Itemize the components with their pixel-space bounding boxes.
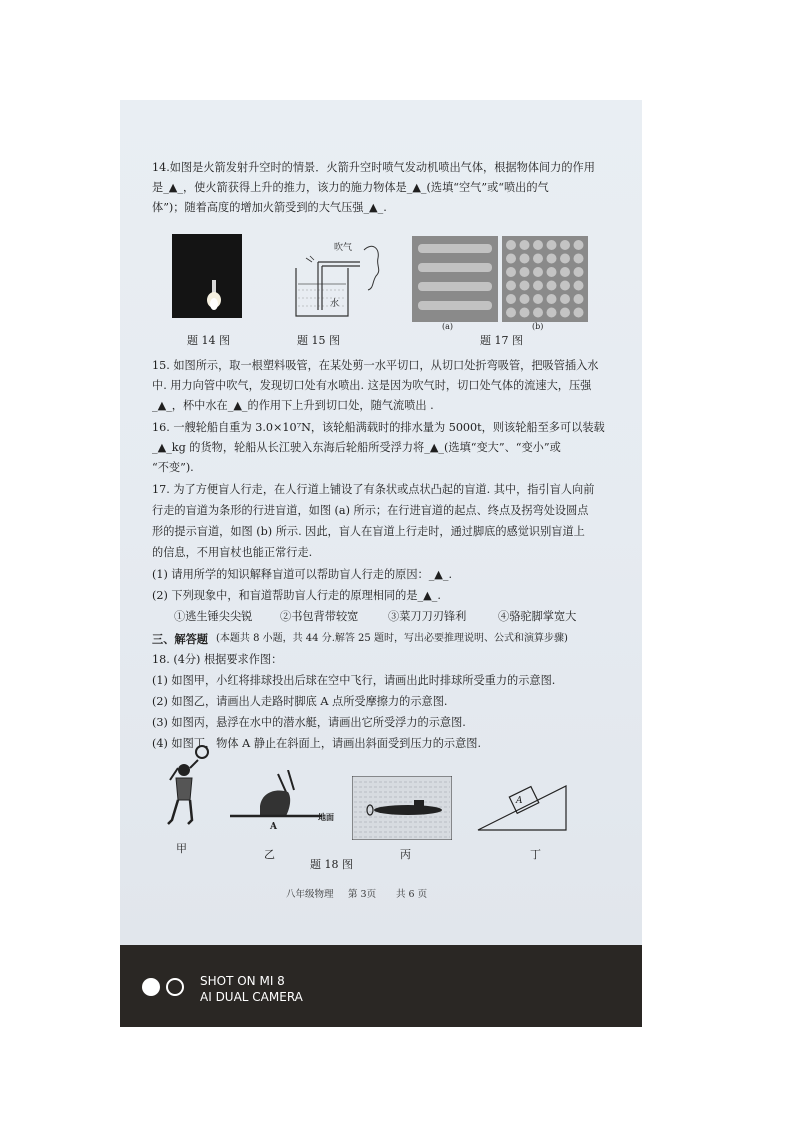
submarine-figure bbox=[352, 776, 452, 840]
exam-paper bbox=[120, 100, 642, 945]
paving-dot bbox=[560, 240, 570, 250]
paving-dot bbox=[574, 240, 584, 250]
paving-dot bbox=[506, 254, 516, 264]
camera-line-2: AI DUAL CAMERA bbox=[200, 990, 303, 1004]
paving-dot bbox=[574, 267, 584, 277]
paving-dot bbox=[574, 254, 584, 264]
block-a-label: A bbox=[516, 796, 523, 806]
footer-total: 共 6 页 bbox=[396, 889, 428, 900]
paving-dot bbox=[506, 267, 516, 277]
fig18-label-yi: 乙 bbox=[264, 848, 275, 861]
paving-dot bbox=[520, 308, 530, 318]
section3-heading: 三、解答题 bbox=[152, 632, 208, 646]
q17-option-3: ③菜刀刀刃锋利 bbox=[388, 610, 467, 623]
q18-item-3: (3) 如图丙，悬浮在水中的潜水艇，请画出它所受浮力的示意图. bbox=[152, 716, 466, 729]
photo-frame bbox=[120, 100, 642, 1027]
paving-dot bbox=[520, 294, 530, 304]
volleyball-player-icon bbox=[160, 744, 216, 830]
q17-option-4: ④骆驼脚掌宽大 bbox=[498, 610, 577, 623]
tactile-paving-strip bbox=[412, 236, 498, 322]
q17-option-2: ②书包背带较宽 bbox=[280, 610, 359, 623]
fig18-label-bing: 丙 bbox=[400, 848, 411, 861]
paving-dot bbox=[533, 267, 543, 277]
tactile-paving-dots bbox=[502, 236, 588, 322]
footer-subject: 八年级物理 bbox=[286, 889, 334, 900]
paving-dot bbox=[560, 281, 570, 291]
paving-dot bbox=[533, 254, 543, 264]
q18-item-4: (4) 如图丁，物体 A 静止在斜面上，请画出斜面受到压力的示意图. bbox=[152, 737, 482, 750]
fig15-label-water: 水 bbox=[330, 299, 340, 309]
paving-dot bbox=[560, 254, 570, 264]
q18-item-2: (2) 如图乙，请画出人走路时脚底 A 点所受摩擦力的示意图. bbox=[152, 695, 448, 708]
rocket-launch-photo bbox=[172, 234, 242, 318]
q18-item-1: (1) 如图甲，小红将排球投出后球在空中飞行，请画出此时排球所受重力的示意图. bbox=[152, 674, 556, 687]
paving-dot bbox=[560, 267, 570, 277]
paving-dot bbox=[547, 308, 557, 318]
paving-dot bbox=[533, 294, 543, 304]
q15-line-3: _▲_，杯中水在_▲_的作用下上升到切口处，随气流喷出 . bbox=[152, 399, 434, 412]
q16-line-2: _▲_kg 的货物，轮船从长江驶入东海后轮船所受浮力将_▲_(选填“变大”、“变小”或 bbox=[152, 441, 561, 454]
fig18-caption: 题 18 图 bbox=[310, 858, 353, 871]
q17-line-2: 行走的盲道为条形的行进盲道，如图 (a) 所示；在行进盲道的起点、终点及拐弯处设圆点 bbox=[152, 504, 589, 517]
q16-line-3: “不变”). bbox=[152, 461, 194, 474]
paving-dot bbox=[520, 281, 530, 291]
paving-dot bbox=[574, 294, 584, 304]
q17-line-1: 17. 为了方便盲人行走，在人行道上铺设了有条状或点状凸起的盲道. 其中，指引盲人向前 bbox=[152, 483, 595, 496]
paving-dot bbox=[560, 294, 570, 304]
footer-page: 第 3页 bbox=[348, 889, 377, 900]
q17-option-1: ①逃生锤尖尖锐 bbox=[174, 610, 253, 623]
paving-dot bbox=[506, 281, 516, 291]
q14-line-3: 体”)；随着高度的增加火箭受到的大气压强_▲_. bbox=[152, 201, 387, 214]
q16-line-1: 16. 一艘轮船自重为 3.0×10⁷N，该轮船满载时的排水量为 5000t，则该轮船至多可以装载 bbox=[152, 421, 605, 434]
q18-title: 18. (4分) 根据要求作图： bbox=[152, 653, 283, 666]
q17-sub1: (1) 请用所学的知识解释盲道可以帮助盲人行走的原因：_▲_. bbox=[152, 568, 453, 581]
strip-paving-icon bbox=[412, 236, 498, 322]
fig17-label-a: (a) bbox=[442, 322, 454, 331]
q15-line-2: 中. 用力向管中吹气，发现切口处有水喷出. 这是因为吹气时，切口处气体的流速大，压强 bbox=[152, 379, 592, 392]
paving-dot bbox=[533, 240, 543, 250]
q17-line-3: 形的提示盲道，如图 (b) 所示. 因此，盲人在盲道上行走时，通过脚底的感觉识别盲道上 bbox=[152, 525, 585, 538]
camera-dot-ring-icon bbox=[166, 978, 184, 996]
paving-dot bbox=[574, 281, 584, 291]
fig17-label-b: (b) bbox=[532, 322, 544, 331]
q14-line-1: 14.如图是火箭发射升空时的情景．火箭升空时喷气发动机喷出气体，根据物体间力的作用 bbox=[152, 161, 595, 174]
camera-line-1: SHOT ON MI 8 bbox=[200, 974, 285, 988]
paving-dot bbox=[547, 294, 557, 304]
paving-dot bbox=[547, 267, 557, 277]
paving-dot bbox=[533, 281, 543, 291]
q15-line-1: 15. 如图所示，取一根塑料吸管，在某处剪一水平切口，从切口处折弯吸管，把吸管插入水 bbox=[152, 359, 599, 372]
camera-dot-filled-icon bbox=[142, 978, 160, 996]
point-a-label: A bbox=[270, 822, 277, 832]
ground-label: 地面 bbox=[318, 812, 334, 822]
paving-dot bbox=[520, 254, 530, 264]
paving-dot bbox=[560, 308, 570, 318]
dot-paving-icon bbox=[502, 236, 588, 322]
paving-dot bbox=[520, 267, 530, 277]
fig17-caption: 题 17 图 bbox=[480, 334, 523, 347]
fig15-caption: 题 15 图 bbox=[297, 334, 340, 347]
rocket-icon bbox=[172, 234, 242, 318]
q14-line-2: 是_▲_，使火箭获得上升的推力，该力的施力物体是_▲_(选填“空气”或“喷出的气 bbox=[152, 181, 549, 194]
volleyball-player-figure bbox=[160, 744, 216, 830]
paving-dot bbox=[520, 240, 530, 250]
fig15-label-blow: 吹气 bbox=[334, 243, 353, 253]
paving-dot bbox=[547, 240, 557, 250]
paving-dot bbox=[574, 308, 584, 318]
fig18-label-ding: 丁 bbox=[530, 848, 541, 861]
paving-dot bbox=[506, 240, 516, 250]
submarine-icon bbox=[352, 776, 452, 840]
paving-dot bbox=[547, 254, 557, 264]
paving-dot bbox=[547, 281, 557, 291]
section3-note: (本题共 8 小题，共 44 分.解答 25 题时，写出必要推理说明、公式和演算步骤) bbox=[216, 633, 568, 644]
q17-sub2: (2) 下列现象中，和盲道帮助盲人行走的原理相同的是_▲_. bbox=[152, 589, 441, 602]
paving-dot bbox=[506, 294, 516, 304]
q17-line-4: 的信息，不用盲杖也能正常行走. bbox=[152, 546, 313, 559]
paving-dot bbox=[533, 308, 543, 318]
fig14-caption: 题 14 图 bbox=[187, 334, 230, 347]
paving-dot bbox=[506, 308, 516, 318]
fig18-label-jia: 甲 bbox=[176, 842, 187, 855]
